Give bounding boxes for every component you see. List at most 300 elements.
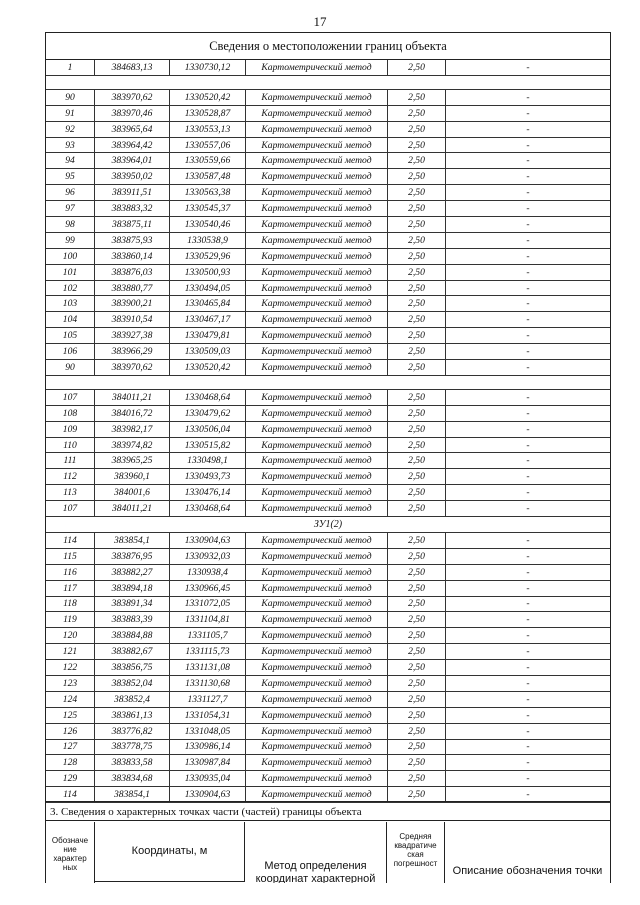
page-number: 17	[313, 14, 327, 29]
coord-y-cell: 1331054,31	[170, 708, 246, 723]
coord-y-cell: 1331105,7	[170, 628, 246, 643]
description-cell: -	[526, 550, 530, 562]
coord-x-cell: 383854,1	[95, 533, 170, 548]
mean-error-cell: 2,50	[388, 296, 446, 311]
point-number-cell: 129	[46, 771, 95, 786]
mean-error-cell: 2,50	[388, 469, 446, 484]
coord-x-cell: 383883,39	[95, 612, 170, 627]
coord-x-cell: 383856,75	[95, 660, 170, 675]
method-cell: Картометрический метод	[246, 787, 388, 802]
table-row	[46, 453, 610, 469]
coord-x-cell: 383891,34	[95, 597, 170, 612]
mean-error-cell: 2,50	[388, 676, 446, 691]
table-row	[46, 676, 610, 692]
method-cell: Картометрический метод	[246, 265, 388, 280]
coord-x-cell: 383965,64	[95, 122, 170, 137]
coord-x-cell: 383834,68	[95, 771, 170, 786]
mean-error-cell: 2,50	[388, 169, 446, 184]
coord-x-cell: 383860,14	[95, 249, 170, 264]
point-number-cell: 90	[46, 90, 95, 105]
description-cell: -	[526, 566, 530, 578]
table-row	[46, 296, 610, 312]
coord-y-cell: 1330500,93	[170, 265, 246, 280]
method-cell: Картометрический метод	[246, 90, 388, 105]
coord-y-cell: 1331127,7	[170, 692, 246, 707]
coord-x-cell: 383964,01	[95, 153, 170, 168]
table-row	[46, 60, 610, 76]
point-number-cell: 107	[46, 390, 95, 405]
coord-y-cell: 1330904,63	[170, 787, 246, 802]
point-number-cell: 123	[46, 676, 95, 691]
coord-y-cell: 1330987,84	[170, 755, 246, 770]
coord-x-cell: 383894,18	[95, 581, 170, 596]
method-cell: Картометрический метод	[246, 138, 388, 153]
point-number-cell: 103	[46, 296, 95, 311]
method-cell: Картометрический метод	[246, 153, 388, 168]
table-row	[46, 406, 610, 422]
section3-header	[46, 822, 610, 883]
mean-error-cell: 2,50	[388, 549, 446, 564]
coord-y-cell: 1331131,08	[170, 660, 246, 675]
coord-y-cell: 1330468,64	[170, 501, 246, 516]
description-cell: -	[526, 662, 530, 673]
point-number-cell: 91	[46, 106, 95, 121]
mean-error-cell: 2,50	[388, 771, 446, 786]
table-row	[46, 106, 610, 122]
mean-error-cell: 2,50	[388, 755, 446, 770]
table-row	[46, 312, 610, 328]
method-cell: Картометрический метод	[246, 390, 388, 405]
point-number-cell: 111	[46, 453, 95, 468]
coord-x-cell: 383882,67	[95, 644, 170, 659]
table-row	[46, 708, 610, 724]
table-row	[46, 485, 610, 501]
point-number-cell: 1	[46, 60, 95, 75]
description-cell: -	[526, 725, 530, 737]
description-cell: -	[526, 234, 530, 246]
mean-error-cell: 2,50	[388, 217, 446, 232]
description-cell: -	[526, 503, 530, 515]
point-number-cell: 112	[46, 469, 95, 484]
mean-error-cell: 2,50	[388, 249, 446, 264]
mean-error-cell: 2,50	[388, 153, 446, 168]
table-row	[46, 153, 610, 169]
method-cell: Картометрический метод	[246, 60, 388, 75]
coord-x-cell: 383965,25	[95, 453, 170, 468]
coord-y-cell: 1330540,46	[170, 217, 246, 232]
coord-y-cell: 1330553,13	[170, 122, 246, 137]
coord-x-cell: 383960,1	[95, 469, 170, 484]
coord-x-cell: 383927,38	[95, 328, 170, 343]
coord-y-cell: 1330515,82	[170, 438, 246, 453]
coord-x-cell: 383911,51	[95, 185, 170, 200]
mean-error-cell: 2,50	[388, 438, 446, 453]
coord-y-cell: 1330509,03	[170, 344, 246, 359]
table-row	[46, 90, 610, 106]
coord-x-cell: 383875,93	[95, 233, 170, 248]
description-cell: -	[526, 155, 530, 167]
method-cell: Картометрический метод	[246, 233, 388, 248]
point-number-cell: 96	[46, 185, 95, 200]
coord-y-cell: 1330559,66	[170, 153, 246, 168]
mean-error-cell: 2,50	[388, 422, 446, 437]
mean-error-cell: 2,50	[388, 708, 446, 723]
method-cell: Картометрический метод	[246, 185, 388, 200]
description-cell: -	[526, 61, 530, 73]
coord-x-cell: 383964,42	[95, 138, 170, 153]
method-cell: Картометрический метод	[246, 692, 388, 707]
header-coordinates: Координаты, м	[95, 822, 245, 882]
point-number-cell: 127	[46, 740, 95, 755]
description-cell: -	[526, 471, 530, 483]
coord-y-cell: 1330520,42	[170, 360, 246, 375]
coord-x-cell: 384011,21	[95, 501, 170, 516]
description-cell: -	[526, 123, 530, 135]
coord-x-cell: 383970,62	[95, 360, 170, 375]
method-cell: Картометрический метод	[246, 217, 388, 232]
coord-y-cell: 1331115,73	[170, 644, 246, 659]
mean-error-cell: 2,50	[388, 597, 446, 612]
coord-x-cell: 383884,88	[95, 628, 170, 643]
coordinates-table	[46, 60, 610, 803]
description-cell: -	[526, 171, 530, 183]
point-number-cell: 99	[46, 233, 95, 248]
table-row	[46, 201, 610, 217]
coord-y-cell: 1330730,12	[170, 60, 246, 75]
point-number-cell: 95	[46, 169, 95, 184]
point-number-cell: 115	[46, 549, 95, 564]
method-cell: Картометрический метод	[246, 422, 388, 437]
mean-error-cell: 2,50	[388, 453, 446, 468]
point-number-cell: 105	[46, 328, 95, 343]
point-number-cell: 107	[46, 501, 95, 516]
description-cell: -	[526, 582, 530, 594]
method-cell: Картометрический метод	[246, 755, 388, 770]
point-number-cell: 101	[46, 265, 95, 280]
table-row	[46, 644, 610, 660]
coord-x-cell: 383910,54	[95, 312, 170, 327]
description-cell: -	[526, 407, 530, 419]
coord-x-cell: 383970,46	[95, 106, 170, 121]
method-cell: Картометрический метод	[246, 360, 388, 375]
coord-x-cell: 384016,72	[95, 406, 170, 421]
method-cell: Картометрический метод	[246, 249, 388, 264]
method-cell: Картометрический метод	[246, 612, 388, 627]
table-row	[46, 328, 610, 344]
boundary-table-frame	[45, 32, 611, 883]
mean-error-cell: 2,50	[388, 265, 446, 280]
mean-error-cell: 2,50	[388, 581, 446, 596]
coord-y-cell: 1331130,68	[170, 676, 246, 691]
table-row	[46, 533, 610, 549]
mean-error-cell: 2,50	[388, 90, 446, 105]
method-cell: Картометрический метод	[246, 565, 388, 580]
point-number-cell: 124	[46, 692, 95, 707]
table-row	[46, 501, 610, 517]
point-number-cell: 126	[46, 724, 95, 739]
description-cell: -	[526, 789, 530, 801]
coord-y-cell: 1330493,73	[170, 469, 246, 484]
table-row	[46, 281, 610, 297]
point-number-cell: 93	[46, 138, 95, 153]
coord-y-cell: 1330498,1	[170, 453, 246, 468]
coord-y-cell: 1330545,37	[170, 201, 246, 216]
coord-x-cell: 383880,77	[95, 281, 170, 296]
coord-y-cell: 1330966,45	[170, 581, 246, 596]
method-cell: Картометрический метод	[246, 469, 388, 484]
header-point-designation: Обозначе ние характер ных	[46, 822, 95, 883]
description-cell: -	[526, 91, 530, 103]
mean-error-cell: 2,50	[388, 233, 446, 248]
method-cell: Картометрический метод	[246, 581, 388, 596]
table-row	[46, 185, 610, 201]
table-row	[46, 344, 610, 360]
coord-y-cell: 1330479,81	[170, 328, 246, 343]
table-row	[46, 740, 610, 756]
table-row	[46, 660, 610, 676]
point-number-cell: 102	[46, 281, 95, 296]
method-cell: Картометрический метод	[246, 771, 388, 786]
point-number-cell: 92	[46, 122, 95, 137]
table-row	[46, 597, 610, 613]
description-cell: -	[526, 709, 530, 721]
point-number-cell: 119	[46, 612, 95, 627]
section3-title: 3. Сведения о характерных точках части (частей) границы объекта	[46, 801, 610, 821]
mean-error-cell: 2,50	[388, 122, 446, 137]
coord-y-cell: 1330932,03	[170, 549, 246, 564]
mean-error-cell: 2,50	[388, 612, 446, 627]
coord-x-cell: 384011,21	[95, 390, 170, 405]
point-number-cell: 106	[46, 344, 95, 359]
point-number-cell: 122	[46, 660, 95, 675]
mean-error-cell: 2,50	[388, 644, 446, 659]
mean-error-cell: 2,50	[388, 312, 446, 327]
description-cell: -	[526, 598, 530, 610]
coord-x-cell: 383883,32	[95, 201, 170, 216]
coord-x-cell: 383876,95	[95, 549, 170, 564]
description-cell: -	[526, 107, 530, 119]
coord-y-cell: 1330494,05	[170, 281, 246, 296]
mean-error-cell: 2,50	[388, 360, 446, 375]
coord-y-cell: 1330467,17	[170, 312, 246, 327]
header-method: Метод определения координат характерной	[245, 822, 387, 883]
mean-error-cell: 2,50	[388, 406, 446, 421]
table-row	[46, 438, 610, 454]
description-cell: -	[526, 330, 530, 342]
description-cell: -	[526, 534, 530, 546]
method-cell: Картометрический метод	[246, 453, 388, 468]
point-number-cell: 116	[46, 565, 95, 580]
coord-y-cell: 1330479,62	[170, 406, 246, 421]
description-cell: -	[526, 250, 530, 262]
point-number-cell: 120	[46, 628, 95, 643]
point-number-cell: 94	[46, 153, 95, 168]
coord-x-cell: 383875,11	[95, 217, 170, 232]
method-cell: Картометрический метод	[246, 740, 388, 755]
point-number-cell: 113	[46, 485, 95, 500]
coord-x-cell: 383982,17	[95, 422, 170, 437]
table-row	[46, 249, 610, 265]
description-cell: -	[526, 439, 530, 451]
description-cell: -	[526, 646, 530, 658]
method-cell: Картометрический метод	[246, 406, 388, 421]
mean-error-cell: 2,50	[388, 390, 446, 405]
table-row	[46, 771, 610, 787]
point-number-cell: 100	[46, 249, 95, 264]
table-row	[46, 692, 610, 708]
coord-y-cell: 1330938,4	[170, 565, 246, 580]
point-number-cell: 110	[46, 438, 95, 453]
header-point-description: Описание обозначения точки	[452, 865, 603, 877]
method-cell: Картометрический метод	[246, 549, 388, 564]
group-label: ЗУ1(2)	[46, 517, 610, 533]
description-cell: -	[526, 187, 530, 199]
coord-y-cell: 1331048,05	[170, 724, 246, 739]
mean-error-cell: 2,50	[388, 501, 446, 516]
point-number-cell: 104	[46, 312, 95, 327]
mean-error-cell: 2,50	[388, 485, 446, 500]
coord-x-cell: 384683,13	[95, 60, 170, 75]
coord-x-cell: 383833,58	[95, 755, 170, 770]
mean-error-cell: 2,50	[388, 724, 446, 739]
coord-y-cell: 1330935,04	[170, 771, 246, 786]
method-cell: Картометрический метод	[246, 724, 388, 739]
description-cell: -	[526, 773, 530, 785]
table-row	[46, 755, 610, 771]
mean-error-cell: 2,50	[388, 60, 446, 75]
method-cell: Картометрический метод	[246, 676, 388, 691]
mean-error-cell: 2,50	[388, 281, 446, 296]
table-row	[46, 581, 610, 597]
description-cell: -	[526, 346, 530, 358]
method-cell: Картометрический метод	[246, 201, 388, 216]
mean-error-cell: 2,50	[388, 628, 446, 643]
coord-x-cell: 383876,03	[95, 265, 170, 280]
description-cell: -	[526, 218, 530, 230]
method-cell: Картометрический метод	[246, 344, 388, 359]
description-cell: -	[526, 282, 530, 294]
point-number-cell: 117	[46, 581, 95, 596]
coord-y-cell: 1331104,81	[170, 612, 246, 627]
table-row	[46, 549, 610, 565]
mean-error-cell: 2,50	[388, 533, 446, 548]
coord-x-cell: 383852,4	[95, 692, 170, 707]
method-cell: Картометрический метод	[246, 438, 388, 453]
description-cell: -	[526, 298, 530, 310]
coord-x-cell: 383776,82	[95, 724, 170, 739]
description-cell: -	[526, 741, 530, 753]
table-row	[46, 217, 610, 233]
method-cell: Картометрический метод	[246, 597, 388, 612]
method-cell: Картометрический метод	[246, 281, 388, 296]
coord-x-cell: 383882,27	[95, 565, 170, 580]
point-number-cell: 125	[46, 708, 95, 723]
coord-x-cell: 383970,62	[95, 90, 170, 105]
mean-error-cell: 2,50	[388, 328, 446, 343]
coord-y-cell: 1330465,84	[170, 296, 246, 311]
description-cell: -	[526, 614, 530, 626]
description-cell: -	[526, 203, 530, 215]
method-cell: Картометрический метод	[246, 628, 388, 643]
coord-y-cell: 1330563,38	[170, 185, 246, 200]
coord-y-cell: 1330587,48	[170, 169, 246, 184]
coord-y-cell: 1330476,14	[170, 485, 246, 500]
description-cell: -	[526, 630, 530, 642]
point-number-cell: 118	[46, 597, 95, 612]
method-cell: Картометрический метод	[246, 644, 388, 659]
section-title: Сведения о местоположении границ объекта	[46, 33, 610, 60]
mean-error-cell: 2,50	[388, 740, 446, 755]
point-number-cell: 109	[46, 422, 95, 437]
method-cell: Картометрический метод	[246, 106, 388, 121]
description-cell: -	[526, 266, 530, 278]
coord-x-cell: 383861,13	[95, 708, 170, 723]
point-number-cell: 114	[46, 787, 95, 802]
method-cell: Картометрический метод	[246, 708, 388, 723]
coord-x-cell: 383854,1	[95, 787, 170, 802]
table-row	[46, 233, 610, 249]
coord-y-cell: 1331072,05	[170, 597, 246, 612]
description-cell: -	[526, 487, 530, 499]
table-row	[46, 122, 610, 138]
method-cell: Картометрический метод	[246, 169, 388, 184]
coord-y-cell: 1330506,04	[170, 422, 246, 437]
description-cell: -	[526, 455, 530, 467]
coord-x-cell: 383950,02	[95, 169, 170, 184]
method-cell: Картометрический метод	[246, 122, 388, 137]
point-number-cell: 121	[46, 644, 95, 659]
method-cell: Картометрический метод	[246, 501, 388, 516]
header-mean-error: Средняя квадратиче ская погрешност	[387, 822, 445, 883]
point-number-cell: 108	[46, 406, 95, 421]
description-cell: -	[526, 314, 530, 326]
mean-error-cell: 2,50	[388, 344, 446, 359]
coord-y-cell: 1330529,96	[170, 249, 246, 264]
description-cell: -	[526, 757, 530, 769]
coord-y-cell: 1330986,14	[170, 740, 246, 755]
description-cell: -	[526, 677, 530, 689]
method-cell: Картометрический метод	[246, 328, 388, 343]
mean-error-cell: 2,50	[388, 565, 446, 580]
group-separator	[46, 76, 610, 90]
point-number-cell: 97	[46, 201, 95, 216]
coord-y-cell: 1330528,87	[170, 106, 246, 121]
coord-y-cell: 1330520,42	[170, 90, 246, 105]
coord-x-cell: 383900,21	[95, 296, 170, 311]
table-row	[46, 628, 610, 644]
table-row	[46, 612, 610, 628]
table-row	[46, 469, 610, 485]
mean-error-cell: 2,50	[388, 106, 446, 121]
table-row	[46, 169, 610, 185]
group-separator	[46, 376, 610, 390]
coord-y-cell: 1330468,64	[170, 390, 246, 405]
description-cell: -	[526, 139, 530, 151]
method-cell: Картометрический метод	[246, 312, 388, 327]
method-cell: Картометрический метод	[246, 485, 388, 500]
coord-x-cell: 383852,04	[95, 676, 170, 691]
table-row	[46, 565, 610, 581]
description-cell: -	[526, 391, 530, 403]
coord-x-cell: 383966,29	[95, 344, 170, 359]
table-row	[46, 422, 610, 438]
method-cell: Картометрический метод	[246, 296, 388, 311]
table-row	[46, 265, 610, 281]
coord-y-cell: 1330538,9	[170, 233, 246, 248]
point-number-cell: 98	[46, 217, 95, 232]
coord-x-cell: 383778,75	[95, 740, 170, 755]
description-cell: -	[526, 423, 530, 435]
